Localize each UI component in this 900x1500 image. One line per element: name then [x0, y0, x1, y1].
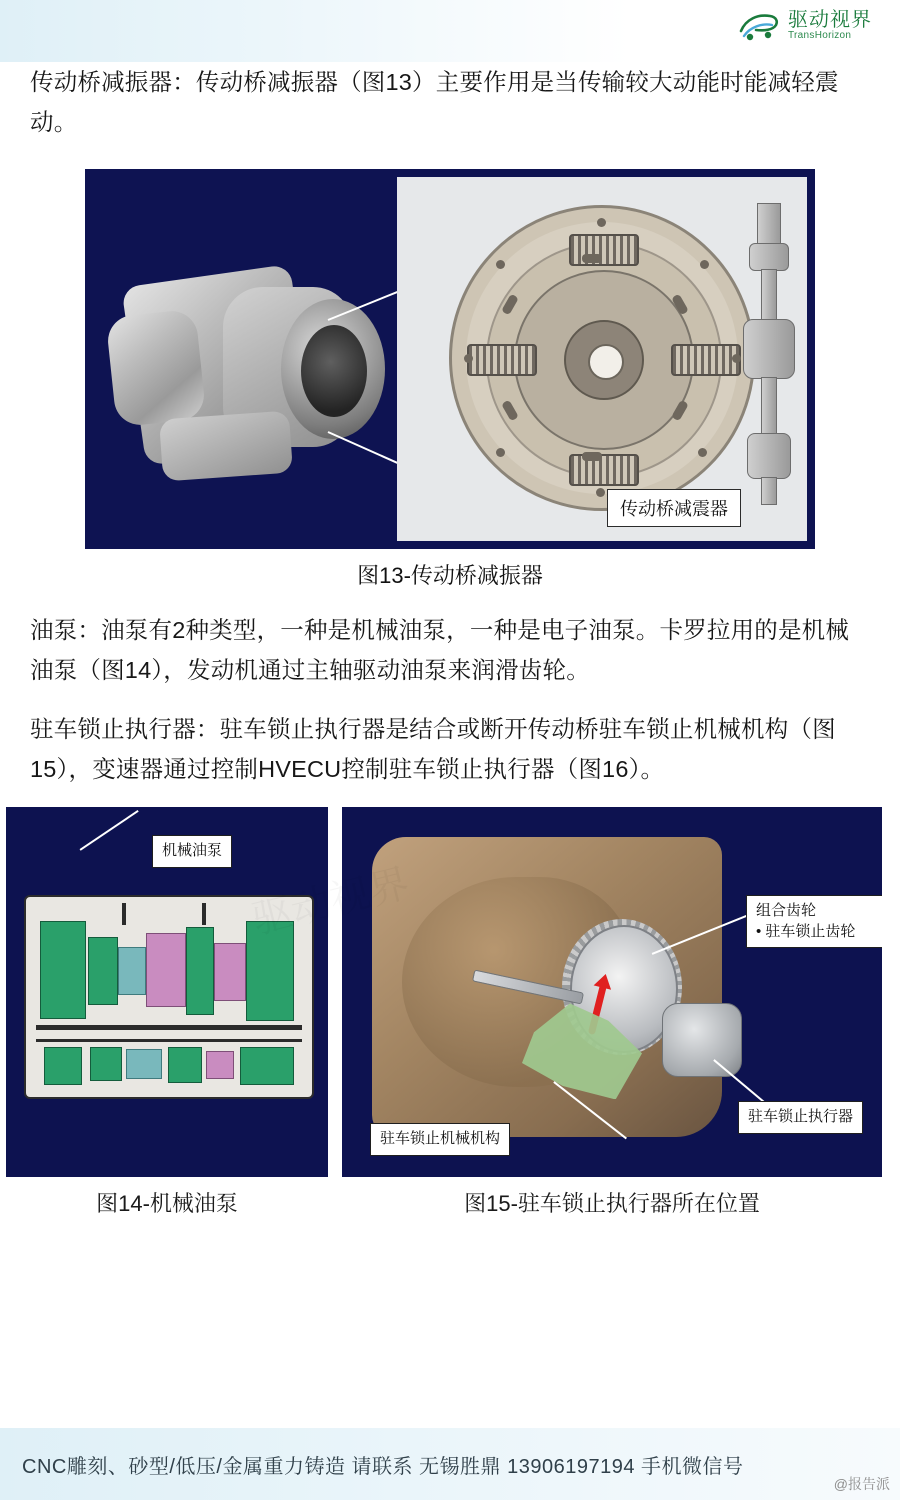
damper-spring-bottom [569, 454, 639, 486]
figure-15-callout-mechanism: 驻车锁止机械机构 [370, 1123, 510, 1155]
page-footer [0, 1428, 900, 1500]
figure-15-caption: 图15-驻车锁止执行器所在位置 [464, 1191, 760, 1217]
car-swoosh-logo-icon [738, 9, 780, 43]
figure-14-leader-line [80, 810, 139, 850]
damper-spring-left [467, 344, 537, 376]
footer-contact-text: CNC雕刻、砂型/低压/金属重力铸造 请联系 无锡胜鼎 13906197194 手机微信号 [22, 1455, 744, 1478]
oil-pump-cross-section [24, 895, 314, 1099]
damper-hub [564, 320, 644, 400]
clutch-damper-disc [449, 205, 755, 511]
output-shaft-assembly [737, 203, 799, 503]
page-header [0, 0, 900, 62]
figure-15-callout-gear-box [746, 895, 882, 948]
park-lock-actuator [662, 1003, 742, 1077]
document-content [0, 62, 900, 789]
figure-13-image [85, 169, 815, 549]
figure-15-image [342, 807, 882, 1177]
figure-13-wrapper [30, 169, 870, 549]
paragraph-park-lock: 驻车锁止执行器：驻车锁止执行器是结合或断开传动桥驻车锁止机械机构（图15），变速器通过控制HVECU控制驻车锁止执行器（图16）。 [30, 715, 836, 783]
paragraph-oil-pump: 油泵：油泵有2种类型，一种是机械油泵，一种是电子油泵。卡罗拉用的是机械油泵（图14），发动机通过主轴驱动油泵来润滑齿轮。 [30, 616, 850, 684]
figure-14-callout-oil-pump: 机械油泵 [152, 835, 232, 867]
figure-15-callout-gear-sub: • 驻车锁止齿轮 [756, 922, 856, 940]
brand-name-en: TransHorizon [788, 30, 852, 42]
figure-14-image [6, 807, 328, 1177]
brand-name-cn: 驱动视界 [788, 9, 872, 32]
brand-logo-block [738, 9, 872, 43]
figure-row [0, 807, 900, 1177]
paragraph-damper: 传动桥减振器：传动桥减振器（图13）主要作用是当传输较大动能时能减轻震动。 [30, 69, 839, 136]
figure-15-callout-gear: 组合齿轮 [756, 902, 817, 920]
figure-captions-row [0, 1187, 900, 1218]
figure-13-inset-panel [397, 177, 807, 541]
damper-spring-right [671, 344, 741, 376]
footer-watermark: @报告派 [833, 1476, 890, 1492]
figure-13-caption: 图13-传动桥减振器 [357, 562, 543, 588]
transaxle-gearbox-illustration [103, 247, 378, 497]
figure-14-caption: 图14-机械油泵 [96, 1191, 238, 1217]
damper-spring-top [569, 234, 639, 266]
figure-13-inline-label: 传动桥减震器 [607, 489, 741, 527]
brand-text [788, 10, 872, 42]
figure-15-callout-actuator: 驻车锁止执行器 [738, 1101, 863, 1133]
